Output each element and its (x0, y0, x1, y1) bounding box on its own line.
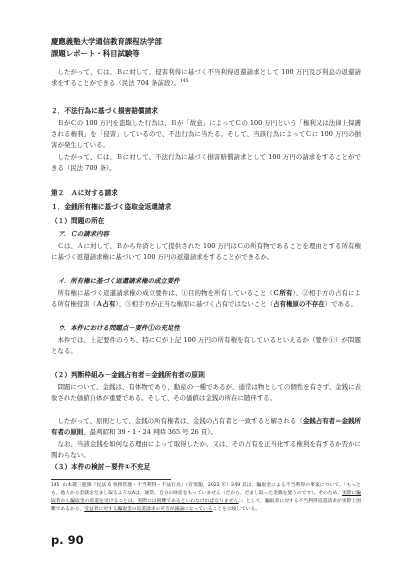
text-segment: ）である。 (324, 300, 357, 309)
section-heading-tort: ２．不法行為に基づく損害賠償請求 (51, 107, 158, 115)
footnote-text: ことを示唆している。 (212, 506, 261, 512)
item-heading-issue-requirement-1: ウ．本件における問題点－要件①の充足性 (58, 324, 180, 332)
header-school: 慶應義塾大学通信教育課程法学部 (51, 37, 162, 46)
footnote-divider (51, 479, 171, 480)
principle-name: 金銭占有者＝金銭所有者の原則 (51, 417, 361, 437)
page-number: p. 90 (51, 533, 84, 547)
requirement-no-title: 占有権原の不存在 (273, 300, 325, 309)
footnote-number: 145 (51, 483, 60, 488)
paragraph-claim-content: Ｃは、Ａに対して、Ｂから弁済として提供された 100 万円はＣの所有物であることを理由とする所有権に基づく返還請求権に基づいて 100 万円の返還請求をすることができるか。 (51, 242, 361, 262)
text-segment: ）、②相手方の占有による所有権侵害（ (51, 289, 361, 309)
footnote-ref[interactable]: 145 (180, 79, 189, 85)
chapter-heading-claim-against-a: 第２ Ａに対する請求 (51, 189, 118, 197)
requirement-a-possession: Ａ占有 (96, 300, 116, 309)
paragraph-note: なお、当該金銭を如何なる理由によって取得したか、又は、その占有を正当化する権利を有するか否かに関わらない。 (51, 440, 361, 460)
section-heading-money-ownership: １．金銭所有権に基づく盗取金返還請求 (51, 203, 172, 211)
text-segment: ）、③相手方が正当な権原に基づく占有ではないこと（ (115, 300, 274, 309)
subsection-heading-framework: （２）判断枠組み－金銭占有者＝金銭所有者の原則 (51, 371, 205, 379)
footnote-underlined-text: 実際に騙取者から騙取金の返還を受けることは，実際には困難であるといわなければなりません (51, 490, 361, 504)
item-heading-claim-content: ア．Ｃの請求内容 (58, 230, 109, 238)
paragraph-framework: 問題について、金銭は、有体物であり、動産の一種であるが、通常は物としての個性を有さず、金銭に表象された価値自体が重要である。そして、その価値は金銭の所在に随伴する。 (51, 383, 361, 403)
subsection-heading-examination: （３）本件の検討－要件①不充足 (51, 463, 151, 471)
paragraph-issue-requirement-1: 本件では、上記要件のうち、特にＣが上記 100 万円の所有権を有しているといえるか（要件①）が問題となる。 (51, 336, 361, 356)
subsection-heading-issue: （１）問題の所在 (51, 217, 105, 225)
paragraph-tort-conclusion: したがって、Ｃは、Ｂに対して、不法行為に基づく損害賠償請求として 100 万円の請求をすることができる（民法 709 条）。 (51, 153, 361, 173)
header-subtitle: 課題レポート・科目試験等 (51, 49, 140, 58)
text-segment: 所有権に基づく返還請求権の成立要件は、①目的物を所有していること（ (57, 289, 273, 297)
requirement-c-ownership: Ｃ所有 (272, 289, 293, 297)
footnote-underlined-text: 受益者に対する騙取金の返還請求の可否が議論になっている (84, 506, 213, 512)
paragraph-unjust-enrichment-conclusion (51, 67, 361, 89)
paragraph-tort-analysis: ＢがＣの 100 万円を盗取した行為は、Ｂが「故意」によってＣの 100 万円という「権利又は法律上保護される権利」を「侵害」しているので、不法行為に当たる。そして、当該行為によってＣに 100 万円の損害が発生している。 (51, 119, 361, 150)
paragraph-requirements (51, 288, 361, 310)
footnote (51, 482, 361, 514)
footnote-text: 。」として，騙取者に対する不当利得返還請求が実際上困難であるから， (51, 498, 361, 512)
footnote-text: 山本敬三監修『民法 6 事務管理・不当利得・不法行為』（有斐閣，2022 年）249 頁は，騙取金による不当利得の事案について，「もっとも，他人から金銭をだまし取るようなAは，通常，自分の財産をもっていません（だから，だまし取った金銭を使うのです）。そのため， (51, 483, 361, 496)
text-segment: 、最判昭和 39・1・24 判時 365 号 26 頁）。 (83, 428, 217, 437)
paragraph-principle (51, 416, 361, 438)
text-segment: したがって、原則として、金銭の所有権者は、金銭の占有者と一致すると解される（ (57, 417, 303, 425)
item-heading-requirements: イ．所有権に基づく返還請求権の成立要件 (58, 277, 180, 285)
paragraph-text: したがって、Ｃは、Ｂに対して、侵害利得に基づく不当利得返還請求として 100 万円及び利息の返還請求をすることができる（民法 704 条前段）。 (51, 68, 361, 88)
